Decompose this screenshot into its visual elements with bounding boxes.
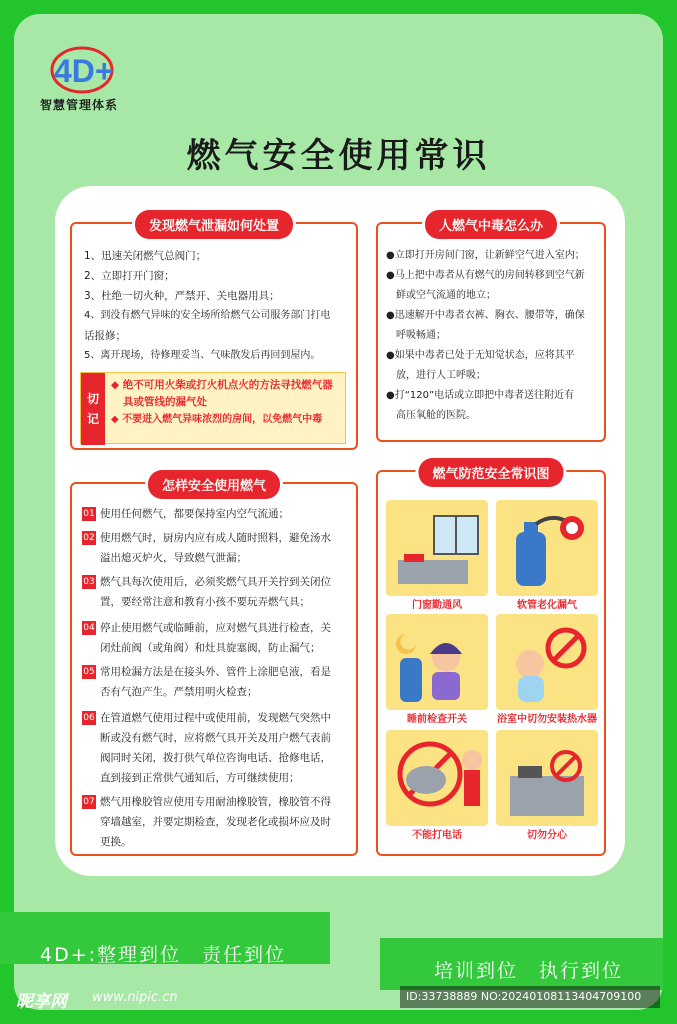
leak-item: 4、到没有燃气异味的安全场所给燃气公司服务部门打电 [84, 310, 331, 321]
safe-use-item [82, 504, 348, 524]
caption: 睡前检查开关 [407, 714, 467, 725]
watermark-url: www.nipic.cn [92, 990, 178, 1005]
warning-item: ◆ 不要进入燃气异味浓烈的房间，以免燃气中毒 [111, 414, 323, 425]
warning-box [80, 372, 346, 444]
watermark: 昵享网 [16, 992, 67, 1012]
warning-tag [81, 373, 105, 445]
item-text: 在管道燃气使用过程中或使用前，发现燃气突然中 [100, 712, 331, 724]
no-distraction-illustration [496, 730, 598, 826]
item-number: 07 [83, 797, 95, 807]
caption: 不能打电话 [412, 830, 462, 841]
item-text: 阀同时关闭，拨打供气单位咨询电话、抢修电话， [100, 752, 331, 764]
poison-heading: 人燃气中毒怎么办 [425, 210, 557, 239]
logo-subtitle: 智慧管理体系 [40, 98, 119, 112]
logo-text: 4D+ [54, 53, 114, 89]
safe-use-heading: 怎样安全使用燃气 [148, 470, 280, 499]
item-text: 穿墙越室，并要定期检查，发现老化或损坏应及时 [100, 816, 331, 828]
safe-use-item [82, 792, 348, 852]
safe-use-item [82, 708, 348, 788]
item-text: 断或没有燃气时，应将燃气具开关及用户燃气表前 [100, 732, 331, 744]
slogan-left: 4D+:整理到位 责任到位 [40, 944, 287, 966]
leak-item: 话报修； [84, 330, 126, 342]
poison-item: ●立即打开房间门窗，让新鲜空气进入室内； [386, 250, 585, 261]
caption: 软管老化漏气 [517, 600, 577, 611]
caption: 浴室中切勿安装热水器 [497, 714, 597, 725]
poison-item: 鲜或空气流通的地立； [396, 290, 496, 301]
safe-use-item [82, 618, 348, 658]
item-number: 03 [83, 577, 95, 587]
poison-item: ●打“120”电话或立即把中毒者送往附近有 [386, 390, 575, 401]
bedtime-check-illustration [386, 614, 488, 710]
item-text: 更换。 [100, 836, 132, 848]
leak-heading: 发现燃气泄漏如何处置 [135, 210, 293, 239]
leak-item: 2、立即打开门窗； [84, 270, 175, 282]
warning-list [111, 377, 341, 428]
poison-item: ●如果中毒者已处于无知觉状态，应将其平 [386, 350, 575, 361]
no-phone-call-illustration [386, 730, 488, 826]
poison-item: 呼吸畅通； [396, 330, 446, 341]
page-title: 燃气安全使用常识 [186, 136, 491, 176]
caption: 切勿分心 [527, 830, 567, 841]
item-text: 使用任何燃气，都要保持室内空气流通； [100, 508, 289, 520]
poison-item: 高压氧舱的医院。 [396, 410, 476, 421]
warning-item: ◆ 绝不可用火柴或打火机点火的方法寻找燃气器 [111, 379, 333, 391]
item-number: 04 [83, 623, 95, 633]
safe-use-item [82, 528, 348, 568]
image-id-bar: ID:33738889 NO:20240108113404709100 [400, 986, 660, 1008]
window-ventilation-illustration [386, 500, 488, 596]
diagram-heading: 燃气防范安全常识图 [418, 458, 563, 487]
item-text: 燃气用橡胶管应使用专用耐油橡胶管，橡胶管不得 [100, 796, 331, 808]
warning-tag-char: 记 [86, 412, 99, 426]
item-text: 燃气具每次使用后，必须奖燃气具开关拧到关闭位 [100, 576, 331, 588]
item-text: 溢出熄灭炉火，导致燃气泄漏； [100, 552, 247, 564]
poison-item: 放，进行人工呼吸； [396, 370, 486, 381]
leak-item: 5、离开现场，待修理妥当、气味散发后再回到屋内。 [84, 350, 321, 361]
leak-item: 3、杜绝一切火种，严禁开、关电器用具； [84, 290, 280, 302]
poison-list [386, 246, 602, 426]
item-number: 01 [83, 509, 95, 519]
slogan-right: 培训到位 执行到位 [434, 960, 624, 982]
item-text: 停止使用燃气或临睡前，应对燃气具进行检查，关 [100, 622, 331, 634]
caption: 门窗勤通风 [412, 600, 462, 611]
poison-item: ●马上把中毒者从有燃气的房间转移到空气新 [386, 270, 585, 281]
item-text: 否有气泡产生。严禁用明火检查； [100, 686, 258, 698]
item-number: 02 [83, 533, 95, 543]
no-bathroom-heater-illustration [496, 614, 598, 710]
item-number: 06 [83, 713, 95, 723]
item-text: 直到接到正常供气通知后，方可继续使用； [100, 772, 300, 784]
safe-use-item [82, 572, 348, 612]
item-number: 05 [83, 667, 95, 677]
warning-item: 具或管线的漏气处 [123, 396, 207, 408]
item-text: 常用检漏方法是在接头外、管件上涂肥皂液，看是 [100, 666, 331, 678]
item-text: 使用燃气时，厨房内应有成人随时照料，避免汤水 [100, 532, 331, 544]
safe-use-item [82, 662, 348, 702]
leak-item: 1、迅速关闭燃气总阀门； [84, 250, 207, 262]
item-text: 闭灶前阀（或角阀）和灶具旋塞阀，防止漏气； [100, 642, 321, 654]
poison-item: ●迅速解开中毒者衣裤、胸衣、腰带等，确保 [386, 310, 585, 321]
old-hose-leak-illustration [496, 500, 598, 596]
item-text: 置，要经常注意和教育小孩不要玩弄燃气具； [100, 596, 310, 608]
leak-list [84, 246, 354, 366]
warning-tag-char: 切 [86, 392, 99, 406]
